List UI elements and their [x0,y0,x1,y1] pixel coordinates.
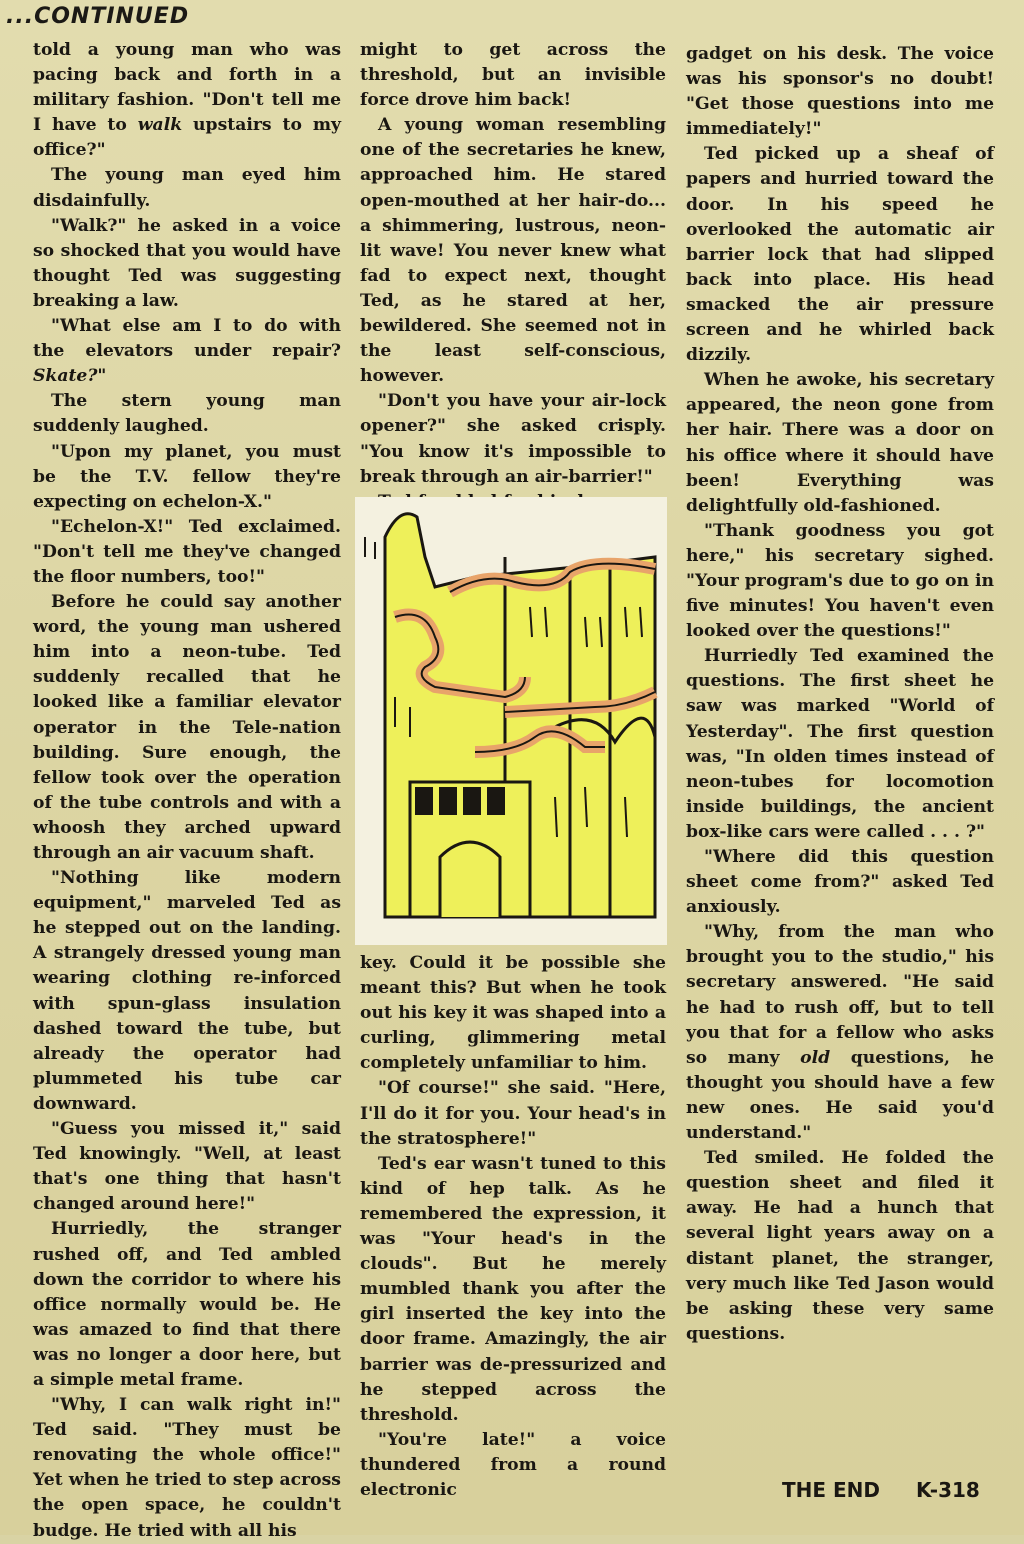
city-illustration [355,497,667,945]
column-1 [33,38,341,1544]
paragraph: might to get across the threshold, but an invisible force drove him back! [360,40,666,111]
paragraph: "Guess you missed it," said Ted knowingly. "Well, at least that's one thing that hasn't changed around here!" [33,1119,341,1215]
paragraph: The young man eyed him disdainfully. [33,165,341,211]
window [487,787,505,815]
window [415,787,433,815]
paragraph: "You're late!" a voice thundered from a round electronic [360,1429,666,1500]
paragraph: "Why, from the man who brought you to the studio," his secretary answered. "He said he had to rush off, but to tell you that for a fellow who asks so many old questions, he thought you should have a few new ones. He said you'd understand." [686,922,994,1144]
paragraph: "Walk?" he asked in a voice so shocked that you would have thought Ted was suggesting breaking a law. [33,215,341,311]
paragraph: "Upon my planet, you must be the T.V. fellow they're expecting on echelon-X." [33,441,341,512]
paragraph: key. Could it be possible she meant this? But when he took out his key it was shaped into a curling, glimmering metal completely unfamiliar to him. [360,953,666,1074]
paragraph: told a young man who was pacing back and forth in a military fashion. "Don't tell me I have to walk upstairs to my office?" [33,40,341,161]
paragraph: gadget on his desk. The voice was his sponsor's no doubt! "Get those questions into me immediately!" [686,44,994,140]
paragraph: "Don't you have your air-lock opener?" she asked crisply. "You know it's impossible to break through an air-barrier!" [360,391,666,487]
paragraph: Ted smiled. He folded the question sheet and filed it away. He had a hunch that several light years away on a distant planet, the stranger, very much like Ted Jason would be asking these very same questions. [686,1148,994,1344]
column-3 [686,42,994,1347]
paragraph: "Where did this question sheet come from?" asked Ted anxiously. [686,847,994,918]
paragraph: "Echelon-X!" Ted exclaimed. "Don't tell me they've changed the floor numbers, too!" [33,516,341,587]
paragraph: "Of course!" she said. "Here, I'll do it for you. Your head's in the stratosphere!" [360,1078,666,1149]
paragraph: "Why, I can walk right in!" Ted said. "They must be renovating the whole office!" Yet when he tried to step across the open space, he couldn't budge. He tried with all his [33,1395,341,1541]
column-2 [360,38,666,515]
page-code: K-318 [916,1478,980,1502]
paragraph: Before he could say another word, the young man ushered him into a neon-tube. Ted suddenly recalled that he looked like a familiar elevator operator in the Tele-nation building. Sure enough, the fellow took over the operation of the tube controls and with a whoosh they arched upward through an air vacuum shaft. [33,592,341,863]
paragraph: When he awoke, his secretary appeared, the neon gone from her hair. There was a door on his office where it should have been! Everything was delightfully old-fashioned. [686,370,994,516]
paragraph: Ted's ear wasn't tuned to this kind of hep talk. As he remembered the expression, it was "Your head's in the clouds". But he merely mumbled thank you after the girl inserted the key into the door frame. Amazingly, the air barrier was de-pressurized and he stepped across the threshold. [360,1153,666,1425]
archway [440,842,500,917]
continued-header: ...CONTINUED [6,4,190,29]
paragraph: The stern young man suddenly laughed. [33,391,341,437]
column-2-lower [360,951,666,1503]
paragraph: "What else am I to do with the elevators under repair? Skate?" [33,316,341,387]
paragraph: Hurriedly, the stranger rushed off, and Ted ambled down the corridor to where his office normally would be. He was amazed to find that there was no longer a door here, but a simple metal frame. [33,1219,341,1390]
the-end-label: THE END [782,1478,881,1502]
paragraph: A young woman resembling one of the secretaries he knew, approached him. He stared open-mouthed at her hair-do... a shimmering, lustrous, neon-lit wave! You never knew what fad to expect next, thought Ted, as he stared at her, bewildered. She seemed not in the least self-conscious, however. [360,115,666,387]
futuristic-city-illustration [355,497,667,945]
window [439,787,457,815]
paragraph: Ted picked up a sheaf of papers and hurried toward the door. In his speed he overlooked the automatic air barrier lock that had slipped back into place. His head smacked the air pressure screen and he whirled back dizzily. [686,144,994,366]
paragraph: "Nothing like modern equipment," marveled Ted as he stepped out on the landing. A strangely dressed young man wearing clothing re-inforced with spun-glass insulation dashed toward the tube, but already the operator had plummeted his tube car downward. [33,868,341,1114]
window [463,787,481,815]
paragraph: "Thank goodness you got here," his secretary sighed. "Your program's due to go on in five minutes! You haven't even looked over the questions!" [686,520,994,642]
paragraph: Hurriedly Ted examined the questions. The first sheet he saw was marked "World of Yesterday". The first question was, "In olden times instead of neon-tubes for locomotion inside buildings, the ancient box-like cars were called . . . ?" [686,646,994,842]
footer [782,1478,1016,1502]
